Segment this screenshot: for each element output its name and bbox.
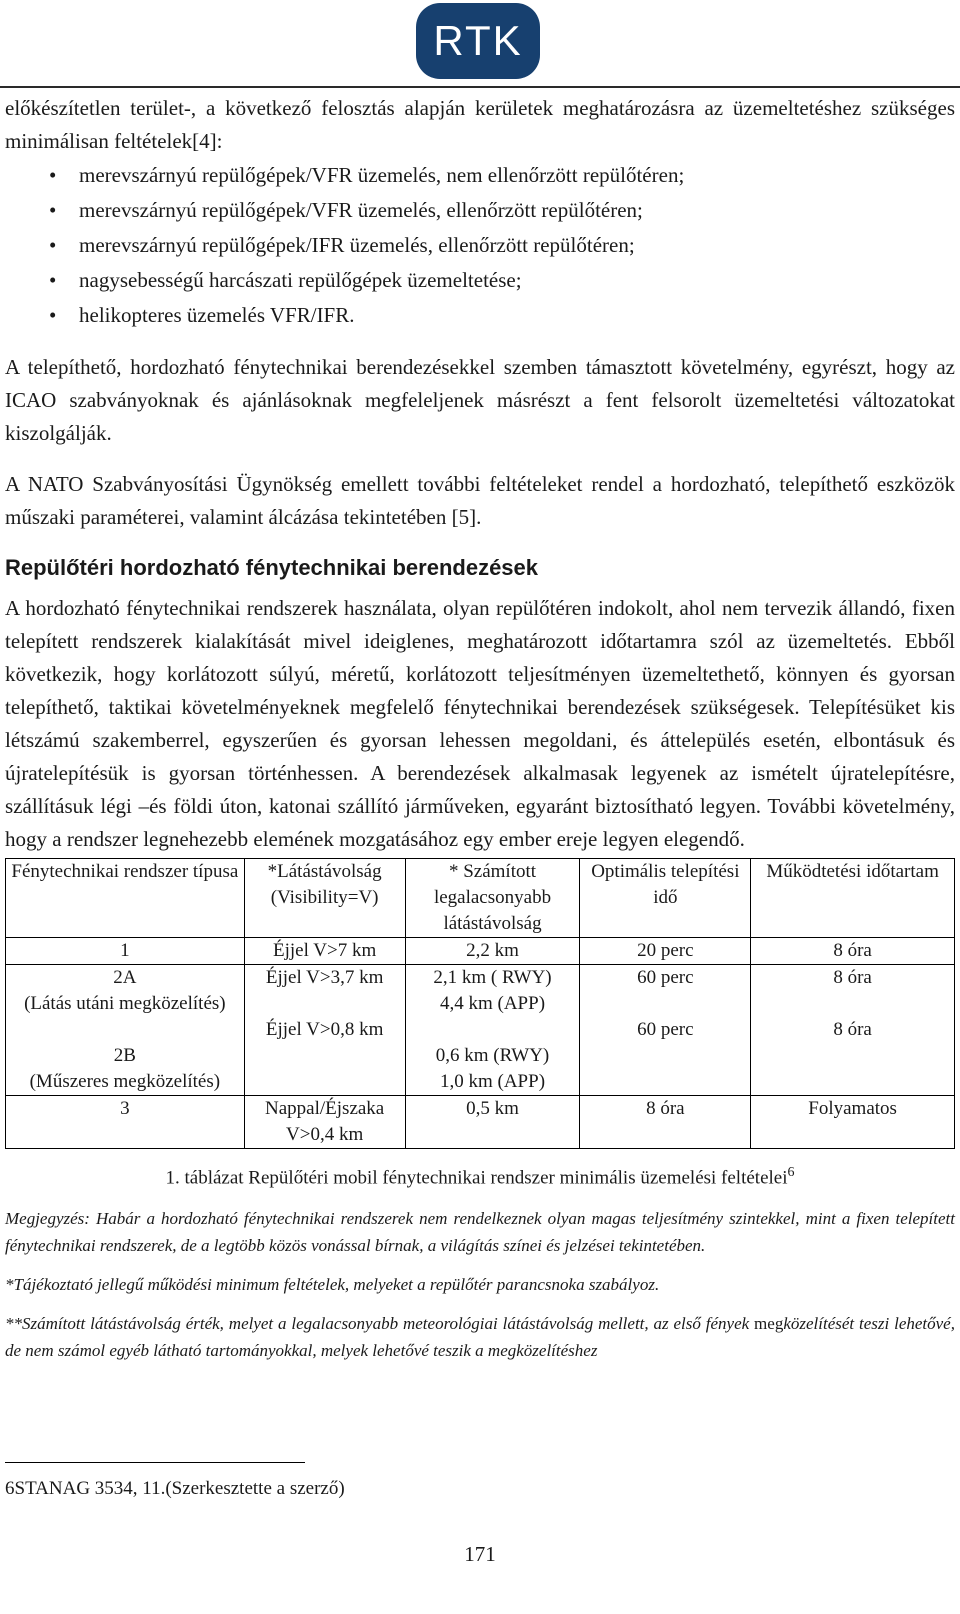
cell-visibility <box>244 1096 405 1149</box>
footnote: 6STANAG 3534, 11.(Szerkesztette a szerző) <box>5 1478 345 1499</box>
cell-time: 8 óra <box>580 1096 751 1149</box>
list-item: • helikopteres üzemelés VFR/IFR. <box>5 298 955 333</box>
portable-systems-paragraph: A hordozható fénytechnikai rendszerek használata, olyan repülőtéren indokolt, ahol nem tervezik állandó, fixen telepített rendszerek kialakítását mivel ideiglenes, meghatározott időtartamra szól az üzemeltetés. Ebből következik, hogy korlátozott súlyú, méretű, korlátozott teljesítményen üzemeltethető, könnyen és gyorsan telepíthető, taktikai követelményeknek megfelelő fénytechnikai berendezések szükségesek. Telepítésüket kis létszámú szakemberrel, egyszerűen és gyorsan lehessen megoldani, és áttelepülés esetén, elbontásuk és újratelepítésük is gyorsan történhessen. A berendezések alkalmasak legyenek az ismételt újratelepítésre, szállításuk légi –és földi úton, katonai szállító járműveken, egyaránt biztosítható legyen. További követelmény, hogy a rendszer legnehezebb elemének mozgatásához egy ember ereje legyen elegendő. <box>5 596 955 851</box>
section-heading: Repülőtéri hordozható fénytechnikai berendezések <box>5 555 539 580</box>
page-content <box>5 92 955 1376</box>
type-2a: 2A <box>113 967 137 988</box>
table-caption <box>5 1165 955 1189</box>
calc-2b-app: 1,0 km (APP) <box>439 1071 546 1092</box>
note-double-asterisk <box>5 1310 955 1364</box>
note3-part3: közelítését teszi lehetővé, de nem számol egyéb látható tartományokkal, melyek lehetővé teszik a megközelítéshez <box>5 1314 955 1361</box>
list-item: • merevszárnyú repülőgépek/VFR üzemelés, nem ellenőrzött repülőtéren; <box>5 158 955 193</box>
cell-duration <box>751 965 955 1096</box>
note3-part1: **Számított látástávolság érték, melyet a legalacsonyabb meteorológiai látástávolság mellett, az első fények <box>5 1314 750 1334</box>
cell-calculated <box>405 965 580 1096</box>
cell-duration: 8 óra <box>751 938 955 965</box>
header-installation-time: Optimális telepítési idő <box>580 859 751 938</box>
lighting-systems-table <box>5 858 955 1149</box>
cell-calculated: 0,5 km <box>405 1096 580 1149</box>
calc-2a-rwy: 2,1 km ( RWY) <box>433 967 552 988</box>
footnote-ref: 6 <box>787 1165 795 1180</box>
header-divider <box>0 86 960 88</box>
header-visibility: *Látástávolság (Visibility=V) <box>244 859 405 938</box>
rtk-logo <box>416 3 540 79</box>
header-calculated-visibility: * Számított legalacsonyabb látástávolság <box>405 859 580 938</box>
cell-visibility <box>244 965 405 1096</box>
note3-part2: meg <box>749 1314 784 1334</box>
cell-type: 3 <box>6 1096 245 1149</box>
vis-3-line2: V>0,4 km <box>286 1124 364 1145</box>
cell-type <box>6 965 245 1096</box>
list-item: • nagysebességű harcászati repülőgépek üzemeltetése; <box>5 263 955 298</box>
time-2b: 60 perc <box>637 1019 694 1040</box>
logo-text: RTK <box>433 17 523 64</box>
table-row <box>6 938 955 965</box>
type-2a-desc: (Látás utáni megközelítés) <box>24 993 226 1014</box>
cell-type: 1 <box>6 938 245 965</box>
vis-2b: Éjjel V>0,8 km <box>265 1019 384 1040</box>
cell-time <box>580 965 751 1096</box>
table-row <box>6 965 955 1096</box>
cell-duration: Folyamatos <box>751 1096 955 1149</box>
table-header-row <box>6 859 955 938</box>
dur-2b: 8 óra <box>833 1019 872 1040</box>
footnote-divider <box>5 1462 305 1463</box>
table-row <box>6 1096 955 1149</box>
cell-calculated: 2,2 km <box>405 938 580 965</box>
bullet-list <box>5 158 955 333</box>
vis-2a: Éjjel V>3,7 km <box>265 967 384 988</box>
calc-2b-rwy: 0,6 km (RWY) <box>435 1045 550 1066</box>
page-number: 171 <box>464 1542 496 1566</box>
vis-3-line1: Nappal/Éjszaka <box>265 1098 385 1119</box>
cell-visibility: Éjjel V>7 km <box>244 938 405 965</box>
caption-text: 1. táblázat Repülőtéri mobil fénytechnikai rendszer minimális üzemelési feltételei <box>165 1167 788 1189</box>
cell-time: 20 perc <box>580 938 751 965</box>
list-item: • merevszárnyú repülőgépek/IFR üzemelés, ellenőrzött repülőtéren; <box>5 228 955 263</box>
list-item: • merevszárnyú repülőgépek/VFR üzemelés, ellenőrzött repülőtéren; <box>5 193 955 228</box>
time-2a: 60 perc <box>637 967 694 988</box>
requirements-paragraph: A telepíthető, hordozható fénytechnikai berendezésekkel szemben támasztott követelmény, egyrészt, hogy az ICAO szabványoknak és ajánlásoknak megfeleljenek másrészt a fent felsorolt üzemeltetési változatokat kiszolgálják. <box>5 355 955 445</box>
nato-paragraph: A NATO Szabványosítási Ügynökség emellett további feltételeket rendel a hordozható, telepíthető eszközök műszaki paraméterei, valamint álcázása tekintetében [5]. <box>5 472 955 529</box>
header-operating-duration: Működtetési időtartam <box>751 859 955 938</box>
type-2b-desc: (Műszeres megközelítés) <box>29 1071 221 1092</box>
note-remark: Megjegyzés: Habár a hordozható fénytechnikai rendszerek nem rendelkeznek olyan magas teljesítmény szintekkel, mint a fixen telepített fénytechnikai rendszerek, de a legtöbb közös vonással bírnak, a világítás színei és jelzései tekintetében. <box>5 1209 955 1256</box>
dur-2a: 8 óra <box>833 967 872 988</box>
calc-2a-app: 4,4 km (APP) <box>439 993 546 1014</box>
note-asterisk: *Tájékoztató jellegű működési minimum feltételek, melyeket a repülőtér parancsnoka szabályoz. <box>5 1275 660 1295</box>
type-2b: 2B <box>113 1045 136 1066</box>
intro-paragraph: előkészítetlen terület-, a következő felosztás alapján kerületek meghatározásra az üzemeltetéshez szükséges minimálisan feltételek[4]: <box>5 96 955 153</box>
header-system-type: Fénytechnikai rendszer típusa <box>6 859 245 938</box>
